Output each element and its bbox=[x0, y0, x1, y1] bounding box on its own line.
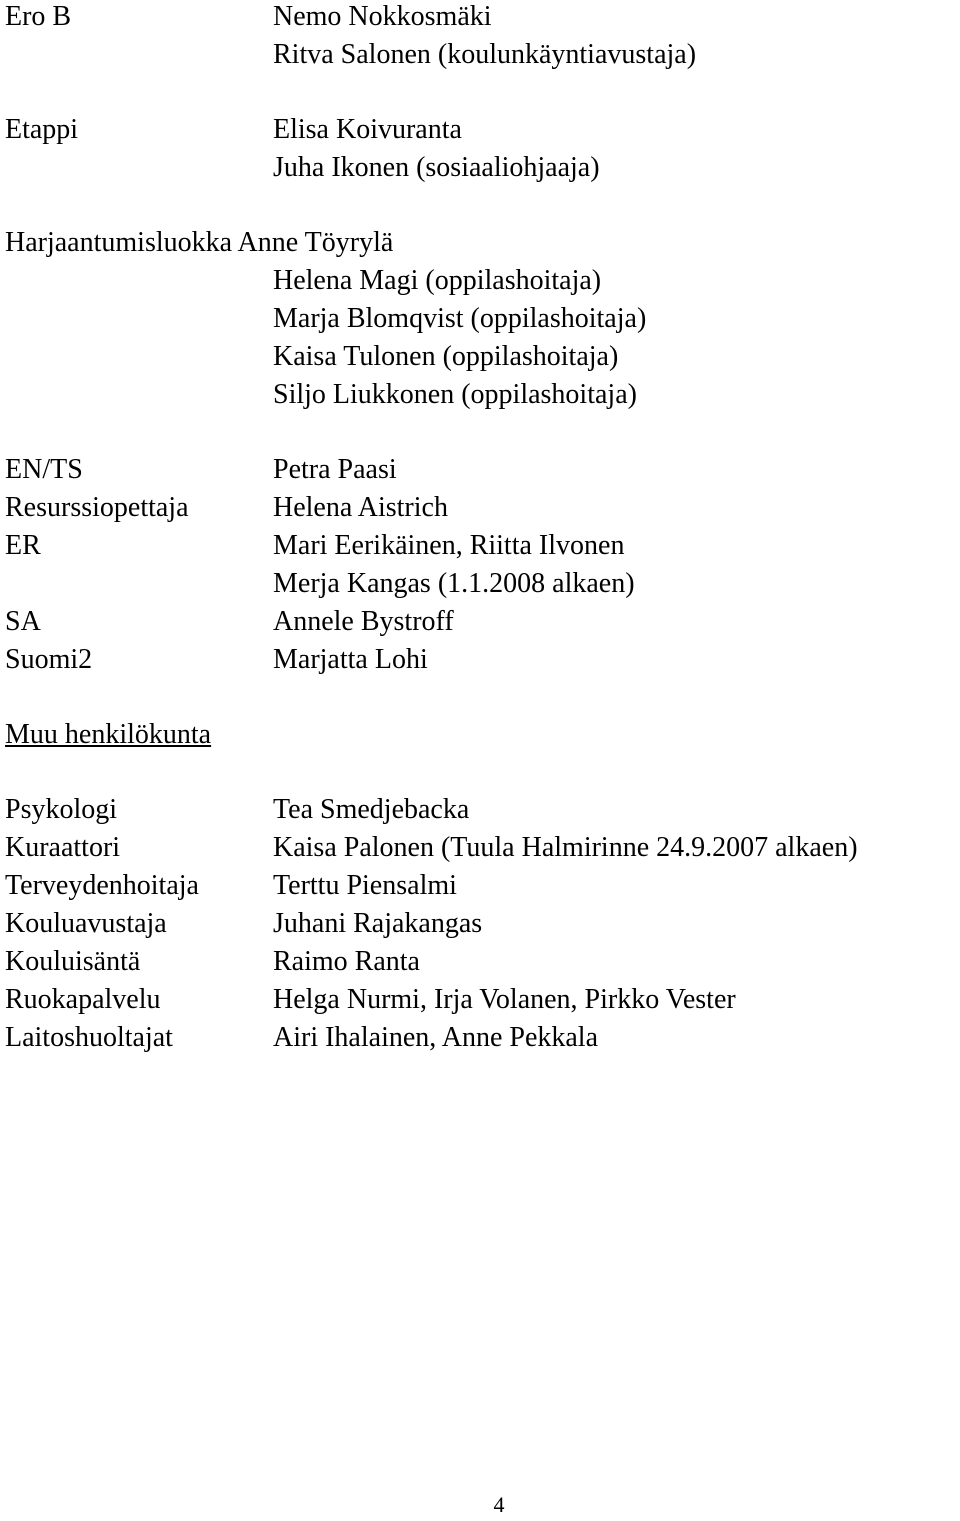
name-psykologi: Tea Smedjebacka bbox=[273, 794, 470, 825]
name-kuraattori: Kaisa Palonen (Tuula Halmirinne 24.9.2007 alkaen) bbox=[273, 832, 858, 863]
name-terveydenhoitaja: Terttu Piensalmi bbox=[273, 870, 457, 901]
label-laitoshuoltajat: Laitoshuoltajat bbox=[5, 1022, 173, 1053]
name-en-ts: Petra Paasi bbox=[273, 454, 397, 485]
label-psykologi: Psykologi bbox=[5, 794, 118, 825]
label-terveydenhoitaja: Terveydenhoitaja bbox=[5, 870, 199, 901]
name-resurssiopettaja: Helena Aistrich bbox=[273, 492, 448, 523]
name-sa: Annele Bystroff bbox=[273, 606, 454, 637]
label-sa: SA bbox=[5, 606, 41, 637]
label-en-ts: EN/TS bbox=[5, 454, 83, 485]
name-suomi2: Marjatta Lohi bbox=[273, 644, 428, 675]
name-kouluavustaja: Juhani Rajakangas bbox=[273, 908, 483, 939]
name-harj-1: Helena Magi (oppilashoitaja) bbox=[273, 265, 602, 296]
section-heading-muu-henkilokunta: Muu henkilökunta bbox=[5, 719, 212, 750]
name-er: Mari Eerikäinen, Riitta Ilvonen bbox=[273, 530, 625, 561]
name-harj-2: Marja Blomqvist (oppilashoitaja) bbox=[273, 303, 647, 334]
name-kouluisanta: Raimo Ranta bbox=[273, 946, 420, 977]
name-harj-4: Siljo Liukkonen (oppilashoitaja) bbox=[273, 379, 637, 410]
label-etappi: Etappi bbox=[5, 114, 79, 145]
label-ero-b: Ero B bbox=[5, 1, 72, 32]
label-kouluavustaja: Kouluavustaja bbox=[5, 908, 167, 939]
name-harj-3: Kaisa Tulonen (oppilashoitaja) bbox=[273, 341, 619, 372]
label-kouluisanta: Kouluisäntä bbox=[5, 946, 141, 977]
name-er-2: Merja Kangas (1.1.2008 alkaen) bbox=[273, 568, 635, 599]
label-kuraattori: Kuraattori bbox=[5, 832, 121, 863]
harjaantumisluokka-line: Harjaantumisluokka Anne Töyrylä bbox=[5, 227, 394, 258]
name-ruokapalvelu: Helga Nurmi, Irja Volanen, Pirkko Vester bbox=[273, 984, 736, 1015]
label-er: ER bbox=[5, 530, 41, 561]
name-etappi-2: Juha Ikonen (sosiaaliohjaaja) bbox=[273, 152, 600, 183]
label-suomi2: Suomi2 bbox=[5, 644, 93, 675]
name-laitoshuoltajat: Airi Ihalainen, Anne Pekkala bbox=[273, 1022, 599, 1053]
name-etappi-1: Elisa Koivuranta bbox=[273, 114, 462, 145]
label-resurssiopettaja: Resurssiopettaja bbox=[5, 492, 189, 523]
label-ruokapalvelu: Ruokapalvelu bbox=[5, 984, 161, 1015]
name-ero-b-1: Nemo Nokkosmäki bbox=[273, 1, 492, 32]
name-ero-b-2: Ritva Salonen (koulunkäyntiavustaja) bbox=[273, 39, 697, 70]
page-number: 4 bbox=[493, 1492, 505, 1517]
